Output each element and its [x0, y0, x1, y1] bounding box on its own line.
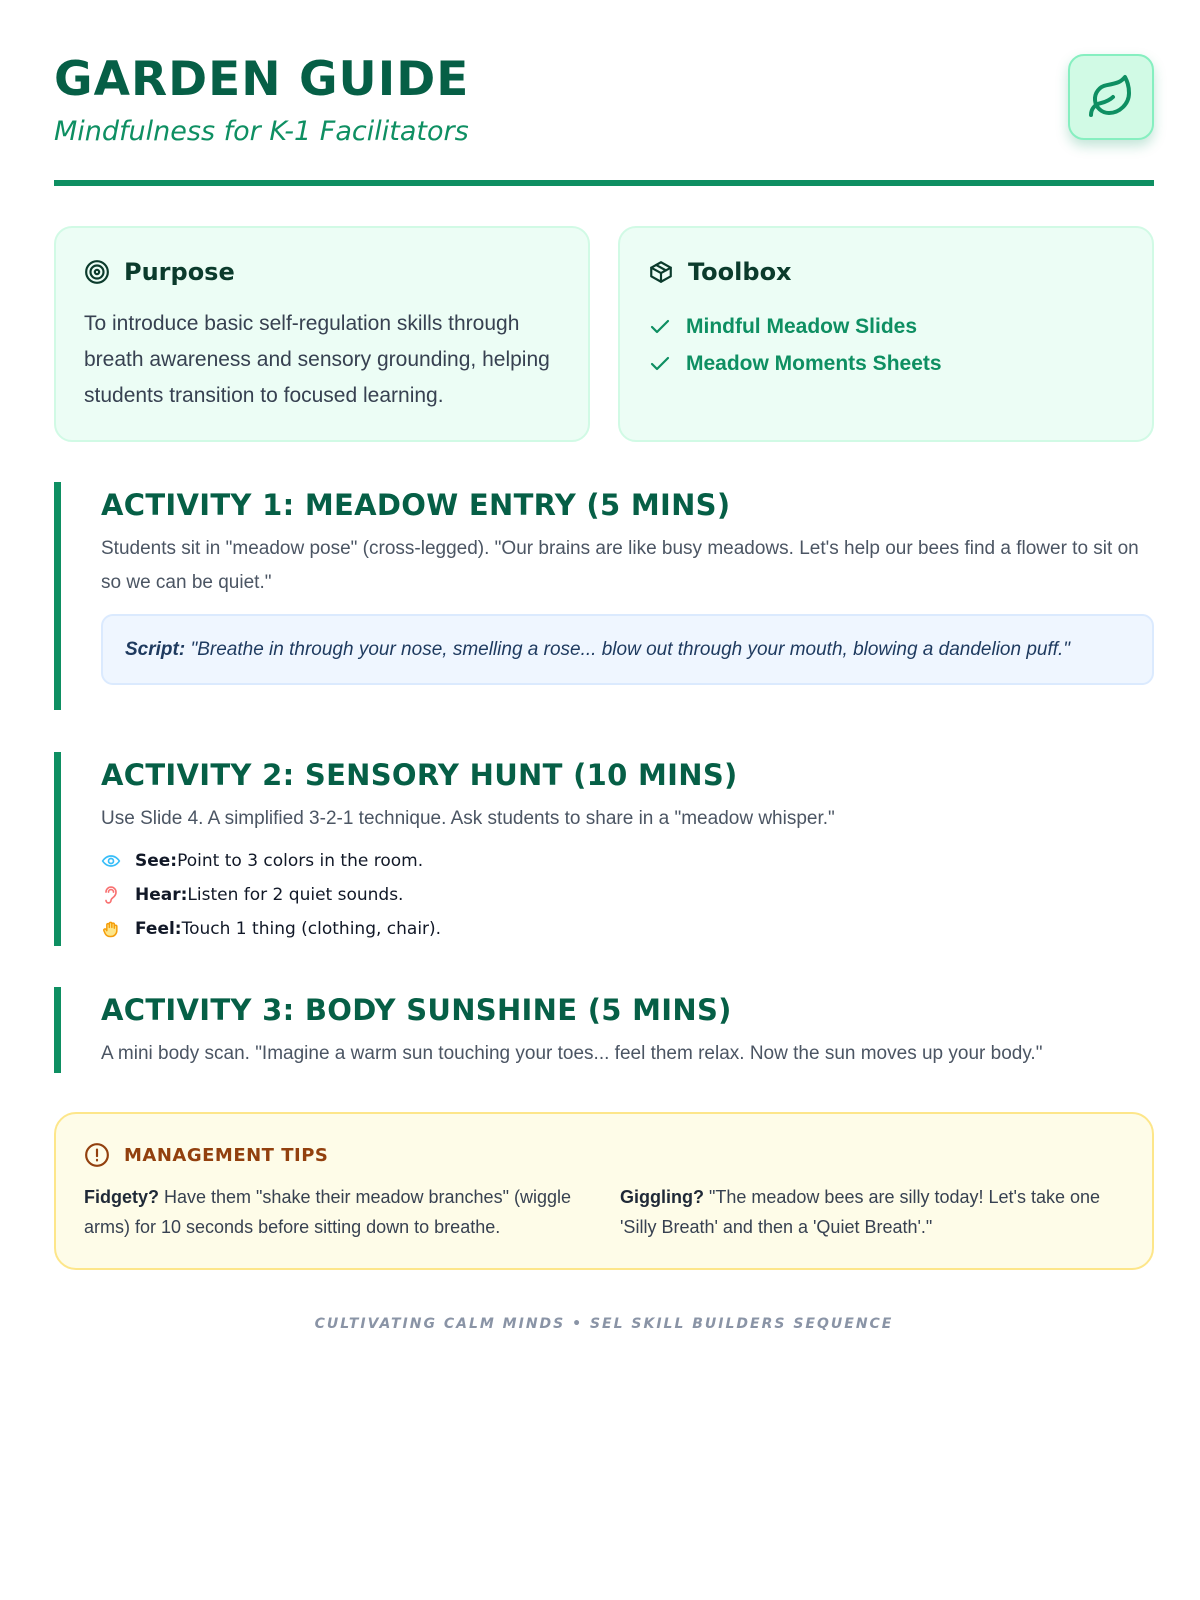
garden-guide-page: [54, 0, 1154, 1332]
tip-key: Giggling?: [620, 1187, 704, 1207]
toolbox-item: [648, 345, 942, 382]
activity-description: Students sit in "meadow pose" (cross-legged). "Our brains are like busy meadows. Let's help our bees find a flower to sit on so we can be quiet.": [101, 538, 1139, 593]
toolbox-list: [648, 308, 942, 382]
hand-icon: [101, 919, 121, 939]
tip-fidgety: [84, 1182, 594, 1242]
activity-title: ACTIVITY 2: SENSORY HUNT (10 MINS): [101, 758, 738, 792]
page-subtitle: Mindfulness for K-1 Facilitators: [54, 116, 469, 147]
leaf-icon: [1087, 73, 1135, 121]
purpose-title: Purpose: [124, 258, 235, 286]
purpose-card: [54, 226, 590, 442]
toolbox-header: [648, 258, 792, 286]
activity-title: ACTIVITY 3: BODY SUNSHINE (5 MINS): [101, 993, 732, 1027]
toolbox-item-label: Mindful Meadow Slides: [686, 314, 918, 338]
sense-key: See:: [135, 851, 178, 871]
toolbox-item-label: Meadow Moments Sheets: [686, 351, 942, 375]
activity-3: [54, 987, 1154, 1073]
toolbox-item: [648, 308, 942, 345]
footer-tagline: CULTIVATING CALM MINDS • SEL SKILL BUILDERS SEQUENCE: [314, 1316, 894, 1332]
sense-text: Touch 1 thing (clothing, chair).: [181, 919, 442, 939]
tip-text: Have them "shake their meadow branches" (wiggle arms) for 10 seconds before sitting down to breathe.: [84, 1187, 571, 1237]
sense-list: [101, 844, 1154, 946]
tips-header: [84, 1142, 328, 1168]
activity-description: A mini body scan. "Imagine a warm sun touching your toes... feel them relax. Now the sun moves up your body.": [101, 1043, 1043, 1064]
tips-title: MANAGEMENT TIPS: [124, 1144, 329, 1166]
activity-description: Use Slide 4. A simplified 3-2-1 technique. Ask students to share in a "meadow whisper.": [101, 808, 835, 829]
activity-title: ACTIVITY 1: MEADOW ENTRY (5 MINS): [101, 488, 731, 522]
toolbox-card: [618, 226, 1154, 442]
header: [54, 0, 1154, 186]
box-icon: [648, 259, 674, 285]
check-icon: [648, 315, 672, 339]
script-box: [101, 614, 1154, 685]
logo-badge: [1068, 54, 1154, 140]
check-icon: [648, 352, 672, 376]
page-title: GARDEN GUIDE: [54, 52, 470, 107]
sense-text: Point to 3 colors in the room.: [177, 851, 424, 871]
tip-giggling: [620, 1182, 1130, 1242]
alert-circle-icon: [84, 1142, 110, 1168]
script-text: "Breathe in through your nose, smelling a rose... blow out through your mouth, blowing a dandelion puff.": [185, 639, 1071, 660]
script-label: Script:: [125, 639, 186, 660]
toolbox-title: Toolbox: [688, 258, 792, 286]
purpose-header: [84, 258, 235, 286]
ear-icon: [101, 885, 121, 905]
overview-cards: [54, 226, 1154, 442]
eye-icon: [101, 851, 121, 871]
sense-item-feel: [101, 912, 1154, 946]
sense-key: Hear:: [135, 885, 188, 905]
activity-1: [54, 482, 1154, 710]
purpose-text: To introduce basic self-regulation skills through breath awareness and sensory grounding, helping students transition to focused learning.: [84, 312, 550, 407]
sense-text: Listen for 2 quiet sounds.: [187, 885, 404, 905]
management-tips: [54, 1112, 1154, 1270]
sense-item-see: [101, 844, 1154, 878]
target-icon: [84, 259, 110, 285]
activity-2: [54, 752, 1154, 946]
sense-item-hear: [101, 878, 1154, 912]
sense-key: Feel:: [135, 919, 182, 939]
tip-text: "The meadow bees are silly today! Let's take one 'Silly Breath' and then a 'Quiet Breath'.": [620, 1187, 1101, 1237]
tip-key: Fidgety?: [84, 1187, 159, 1207]
